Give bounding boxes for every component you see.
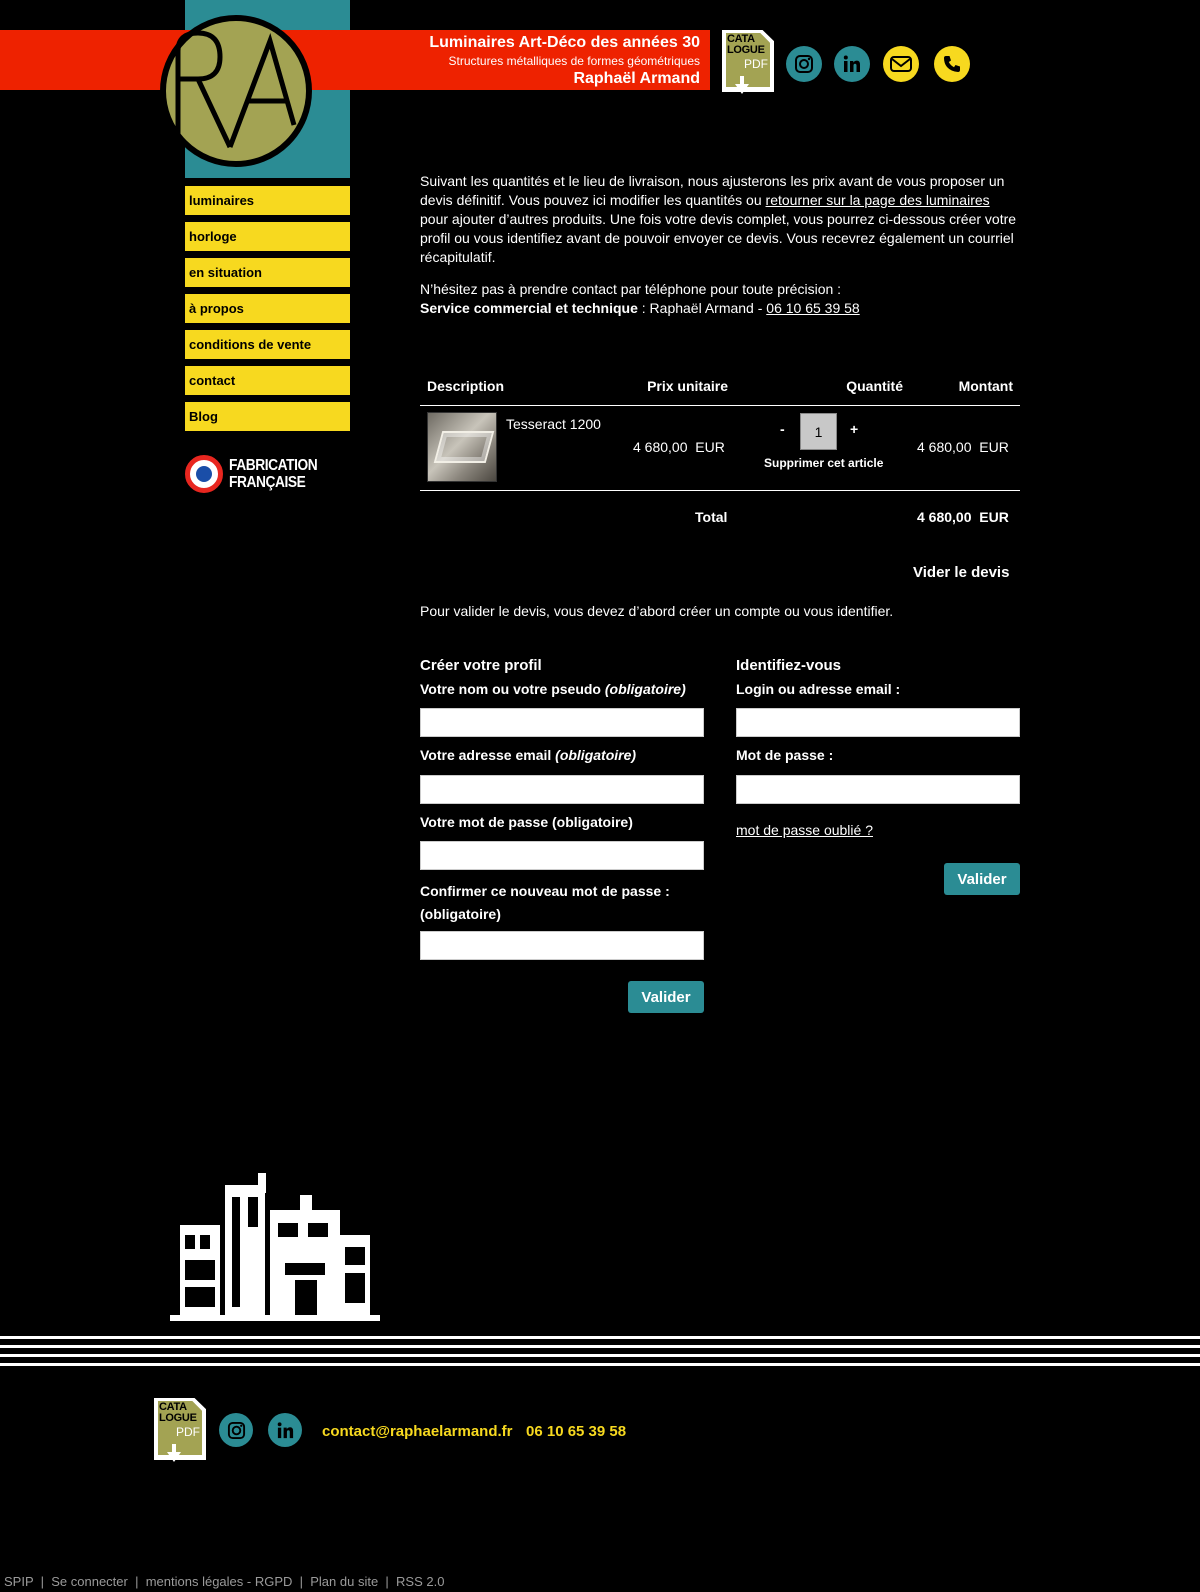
building-illustration <box>160 1165 390 1330</box>
delete-item-button[interactable]: Supprimer cet article <box>764 456 884 470</box>
signup-submit-button[interactable]: Valider <box>628 981 704 1013</box>
sidebar-item-horloge[interactable]: horloge <box>185 222 350 251</box>
sidebar-item-conditions-de-vente[interactable]: conditions de vente <box>185 330 350 359</box>
login-submit-button[interactable]: Valider <box>944 863 1020 895</box>
column-unit-price: Prix unitaire <box>630 368 735 405</box>
linkedin-icon[interactable] <box>834 46 870 82</box>
name-field[interactable] <box>420 708 704 737</box>
phone-link[interactable]: 06 10 65 39 58 <box>766 300 860 316</box>
header-tagline <box>429 33 700 89</box>
footer-phone-link[interactable]: 06 10 65 39 58 <box>526 1423 627 1440</box>
login-field[interactable] <box>736 708 1020 737</box>
quote-table <box>420 368 1020 406</box>
total-amount: 4 680,00 EUR <box>917 509 1009 525</box>
login-password-label: Mot de passe : <box>736 747 834 763</box>
tagline-title: Luminaires Art-Déco des années 30 <box>429 34 700 51</box>
footer-catalogue-pdf-icon[interactable]: CATA LOGUE PDF <box>154 1398 206 1464</box>
intro-paragraph-1: Suivant les quantités et le lieu de livraison, nous ajusterons les prix avant de vous proposer un devis définitif. Vous pouvez ici modifier les quantités ou retourner sur la page des luminaires pour ajouter d’autres produits. Une fois votre devis complet, vous pourrez ci-dessous créer votre profil ou vous identifiez avant de pouvoir envoyer ce devis. Vous recevrez également un courriel récapitulatif. <box>420 173 1017 265</box>
column-description: Description <box>420 368 630 405</box>
login-title: Identifiez-vous <box>736 657 842 674</box>
link-rss[interactable]: RSS 2.0 <box>396 1574 445 1589</box>
password-label: Votre mot de passe (obligatoire) <box>420 814 633 830</box>
name-label: Votre nom ou votre pseudo (obligatoire) <box>420 681 686 697</box>
footer-email-link[interactable]: contact@raphaelarmand.fr <box>322 1423 513 1440</box>
quantity-input[interactable] <box>800 413 837 450</box>
sidebar-item-blog[interactable]: Blog <box>185 402 350 431</box>
signup-title: Créer votre profil <box>420 657 542 674</box>
confirm-password-label: Confirmer ce nouveau mot de passe : (obligatoire) <box>420 883 670 922</box>
email-icon[interactable] <box>883 46 919 82</box>
sidebar-item-contact[interactable]: contact <box>185 366 350 395</box>
table-divider <box>420 490 1020 491</box>
product-name: Tesseract 1200 <box>506 416 601 432</box>
column-quantity: Quantité <box>735 368 910 405</box>
sidebar-item-luminaires[interactable]: luminaires <box>185 186 350 215</box>
email-label: Votre adresse email (obligatoire) <box>420 747 637 763</box>
email-field[interactable] <box>420 775 704 804</box>
fabrication-francaise-badge <box>185 453 335 495</box>
footer-linkedin-icon[interactable] <box>268 1413 302 1447</box>
confirm-password-field[interactable] <box>420 931 704 960</box>
empty-quote-button[interactable]: Vider le devis <box>913 564 1010 581</box>
french-cockade-icon <box>185 455 223 493</box>
line-amount: 4 680,00 EUR <box>917 439 1009 455</box>
column-amount: Montant <box>910 368 1020 405</box>
sidebar-item-a-propos[interactable]: à propos <box>185 294 350 323</box>
fabrication-line2: FRANÇAISE <box>229 474 306 491</box>
catalogue-pdf-icon[interactable]: CATA LOGUE PDF <box>722 30 774 96</box>
sidebar-item-en-situation[interactable]: en situation <box>185 258 350 287</box>
footer-instagram-icon[interactable] <box>219 1413 253 1447</box>
sidebar-nav <box>185 186 350 438</box>
validate-note: Pour valider le devis, vous devez d’abord créer un compte ou vous identifier. <box>420 603 894 619</box>
product-thumbnail[interactable] <box>427 412 497 482</box>
intro-text <box>420 172 1020 331</box>
instagram-icon[interactable] <box>786 46 822 82</box>
quantity-increase-button[interactable]: + <box>850 421 859 437</box>
link-spip[interactable]: SPIP <box>4 1574 34 1589</box>
login-password-field[interactable] <box>736 775 1020 804</box>
fabrication-line1: FABRICATION <box>229 457 318 474</box>
link-mentions-legales[interactable]: mentions légales - RGPD <box>145 1574 293 1589</box>
login-label: Login ou adresse email : <box>736 681 901 697</box>
intro-paragraph-2: N’hésitez pas à prendre contact par téléphone pour toute précision : Service commercial et technique : Raphaël Armand - 06 10 65 39 58 <box>420 281 860 316</box>
site-logo[interactable] <box>158 13 314 169</box>
phone-icon[interactable] <box>934 46 970 82</box>
back-to-luminaires-link[interactable]: retourner sur la page des luminaires <box>765 192 990 208</box>
link-plan-du-site[interactable]: Plan du site <box>310 1574 379 1589</box>
bottom-links: SPIP | Se connecter | mentions légales - RGPD | Plan du site | RSS 2.0 <box>4 1574 445 1589</box>
link-se-connecter[interactable]: Se connecter <box>51 1574 128 1589</box>
footer-stripes <box>0 1336 1200 1372</box>
quantity-decrease-button[interactable]: - <box>780 421 785 437</box>
password-field[interactable] <box>420 841 704 870</box>
forgot-password-link[interactable]: mot de passe oublié ? <box>736 822 873 838</box>
unit-price: 4 680,00 EUR <box>633 439 725 455</box>
total-label: Total <box>695 509 728 525</box>
tagline-subtitle: Structures métalliques de formes géométriques <box>448 54 700 68</box>
tagline-author: Raphaël Armand <box>573 70 700 87</box>
